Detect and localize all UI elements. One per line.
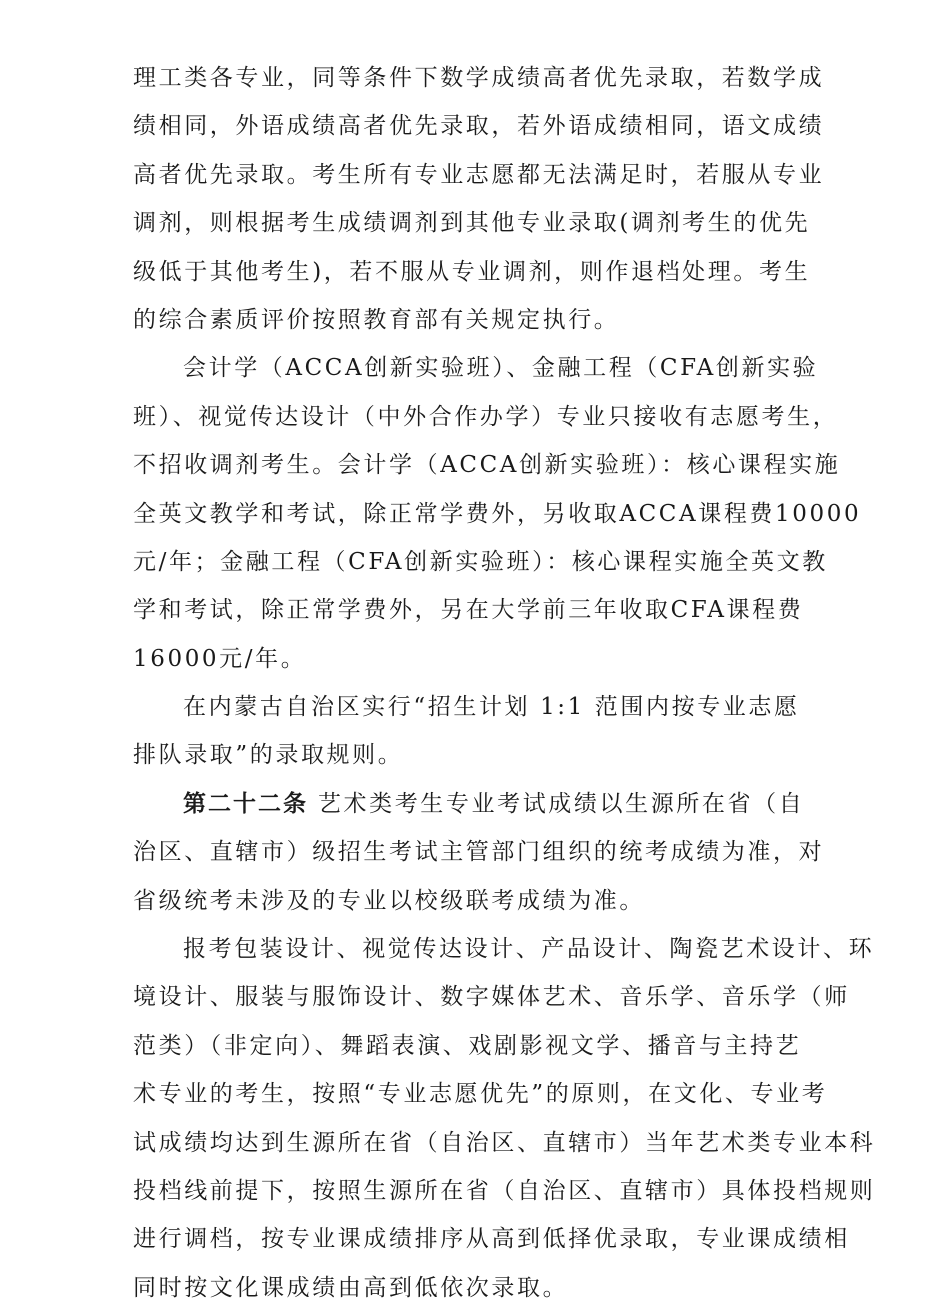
text-line: 绩相同，外语成绩高者优先录取，若外语成绩相同，语文成绩 — [133, 113, 825, 140]
text-line: 高者优先录取。考生所有专业志愿都无法满足时，若服从专业 — [133, 161, 825, 188]
text-line: 范类）（非定向）、舞蹈表演、戏剧影视文学、播音与主持艺 — [133, 1032, 802, 1059]
text-line: 投档线前提下，按照生源所在省（自治区、直辖市）具体投档规则 — [133, 1177, 876, 1204]
text-line: 报考包装设计、视觉传达设计、产品设计、陶瓷艺术设计、环 — [183, 936, 875, 963]
paragraph-inner-mongolia-rule — [133, 687, 833, 784]
text-line: 班）、视觉传达设计（中外合作办学）专业只接收有志愿考生， — [133, 403, 839, 430]
text-line: 调剂，则根据考生成绩调剂到其他专业录取(调剂考生的优先 — [133, 210, 811, 237]
text-line: 不招收调剂考生。会计学（ACCA创新实验班）：核心课程实施 — [133, 452, 841, 479]
text-line: 省级统考未涉及的专业以校级联考成绩为准。 — [133, 887, 645, 914]
text-line: 境设计、服装与服饰设计、数字媒体艺术、音乐学、音乐学（师 — [133, 984, 850, 1011]
text-line: 治区、直辖市）级招生考试主管部门组织的统考成绩为准，对 — [133, 839, 825, 866]
article-text: 艺术类考生专业考试成绩以生源所在省（自 — [308, 790, 805, 817]
text-line: 元/年；金融工程（CFA创新实验班）：核心课程实施全英文教 — [133, 548, 828, 575]
text-line: 16000元/年。 — [133, 645, 307, 672]
text-line: 排队录取”的录取规则。 — [133, 742, 404, 769]
text-line: 级低于其他考生)，若不服从专业调剂，则作退档处理。考生 — [133, 258, 811, 285]
text-line: 同时按文化课成绩由高到低依次录取。 — [133, 1274, 569, 1301]
article-heading: 第二十二条 — [183, 790, 308, 817]
paragraph-art-majors — [133, 929, 876, 1316]
text-line: 学和考试，除正常学费外，另在大学前三年收取CFA课程费 — [133, 597, 804, 624]
paragraph-article-22 — [133, 784, 833, 929]
text-line: 试成绩均达到生源所在省（自治区、直辖市）当年艺术类专业本科 — [133, 1129, 876, 1156]
text-line: 理工类各专业，同等条件下数学成绩高者优先录取，若数学成 — [133, 65, 825, 91]
text-line: 在内蒙古自治区实行“招生计划 1:1 范围内按专业志愿 — [183, 694, 800, 721]
text-line: 术专业的考生，按照“专业志愿优先”的原则，在文化、专业考 — [133, 1081, 828, 1108]
paragraph-admission-rules — [133, 58, 833, 348]
text-line — [133, 784, 833, 832]
document-page — [133, 58, 876, 1316]
text-line: 全英文教学和考试，除正常学费外，另收取ACCA课程费10000 — [133, 500, 862, 527]
text-line: 会计学（ACCA创新实验班）、金融工程（CFA创新实验 — [183, 355, 819, 382]
paragraph-special-programs — [133, 348, 862, 687]
text-line: 的综合素质评价按照教育部有关规定执行。 — [133, 306, 620, 333]
text-line: 进行调档，按专业课成绩排序从高到低择优录取，专业课成绩相 — [133, 1226, 850, 1253]
